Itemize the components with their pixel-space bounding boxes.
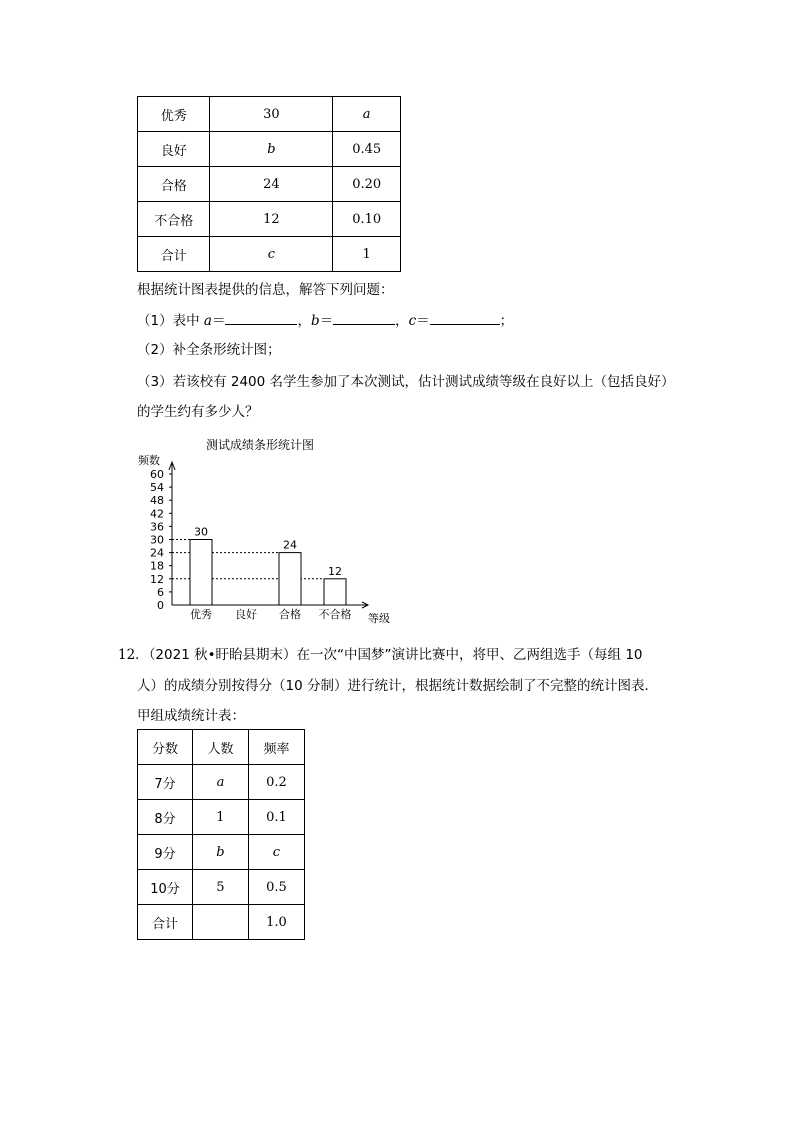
count-cell: b [193,835,249,870]
q11-part1 [137,310,513,331]
category-label: 合格 [279,608,301,621]
answer-blank-a[interactable] [225,310,297,325]
score-cell: 9分 [138,835,193,870]
q11-part3-line2: 的学生约有多少人？ [137,404,259,420]
y-tick-label: 12 [150,572,164,586]
table-row [138,202,401,237]
category-label: 优秀 [190,608,212,621]
grade-cell: 合格 [138,167,210,202]
q12-line2: 人）的成绩分别按得分（10 分制）进行统计，根据统计数据绘制了不完整的统计图表． [137,678,658,694]
score-cell: 8分 [138,800,193,835]
answer-blank-b[interactable] [333,310,395,325]
score-cell: 合计 [138,905,193,940]
y-tick-label: 18 [150,559,164,573]
count-cell: b [210,132,333,167]
frequency-cell: a [333,97,401,132]
frequency-cell: 0.5 [248,870,304,905]
equals-sign: ＝ [319,313,334,329]
var-c: c [408,313,417,329]
count-cell: 30 [210,97,333,132]
table-row [138,237,401,272]
q12-line3: 甲组成绩统计表： [137,708,245,724]
count-cell: 12 [210,202,333,237]
count-cell: 5 [193,870,249,905]
bar-value-label: 12 [328,564,342,578]
count-cell [193,905,249,940]
grade-frequency-table [137,96,401,272]
semicolon: ； [499,313,514,329]
category-label: 良好 [235,608,257,621]
q11-part3-line1: （3）若该校有 2400 名学生参加了本次测试，估计测试成绩等级在良好以上（包括良好） [137,374,675,390]
grade-cell: 合计 [138,237,210,272]
q12-line1-text: （2021 秋•盱眙县期末）在一次“中国梦”演讲比赛中，将甲、乙两组选手（每组 10 [148,647,643,663]
table-row [138,97,401,132]
header-frequency: 频率 [248,730,304,765]
y-tick-label: 24 [150,546,164,560]
count-cell: 1 [193,800,249,835]
q12-number: 12． [118,647,149,663]
table-row [138,835,305,870]
frequency-cell: 0.1 [248,800,304,835]
y-tick-label: 36 [150,520,164,534]
table-row [138,765,305,800]
frequency-cell: 0.20 [333,167,401,202]
y-tick-label: 6 [157,585,164,599]
chart-x-axis-label: 等级 [368,612,390,625]
table-row [138,870,305,905]
frequency-cell: 0.45 [333,132,401,167]
bar [190,540,212,606]
y-tick-label: 0 [157,599,164,612]
group-a-score-table [137,729,305,940]
header-count: 人数 [193,730,249,765]
answer-blank-c[interactable] [430,310,500,325]
q11-intro: 根据统计图表提供的信息，解答下列问题： [137,282,394,298]
table-row [138,800,305,835]
grade-cell: 不合格 [138,202,210,237]
chart-y-axis-label: 频数 [138,454,160,467]
grade-cell: 优秀 [138,97,210,132]
frequency-cell: 1 [333,237,401,272]
bar-chart [130,432,410,627]
equals-sign: ＝ [416,313,430,329]
bar [324,579,346,605]
comma: ， [395,313,409,329]
table-row [138,905,305,940]
table-row [138,167,401,202]
frequency-cell: 0.2 [248,765,304,800]
category-label: 不合格 [318,608,352,621]
comma: ， [297,313,311,329]
frequency-cell: 1.0 [248,905,304,940]
table-row [138,132,401,167]
q12-line1 [118,645,643,665]
bar [279,553,301,605]
y-tick-label: 30 [150,533,164,547]
bar-value-label: 30 [194,525,208,539]
y-tick-label: 42 [150,507,164,521]
bar-value-label: 24 [283,538,297,552]
y-tick-label: 48 [150,494,164,508]
q11-part2: （2）补全条形统计图； [137,342,281,358]
count-cell: c [210,237,333,272]
header-score: 分数 [138,730,193,765]
count-cell: 24 [210,167,333,202]
score-cell: 7分 [138,765,193,800]
equals-sign: ＝ [211,313,226,329]
chart-title: 测试成绩条形统计图 [205,438,315,452]
frequency-cell: 0.10 [333,202,401,237]
q11-part1-prefix: （1）表中 [137,313,204,329]
y-tick-label: 54 [150,481,164,495]
y-tick-label: 60 [150,468,164,481]
count-cell: a [193,765,249,800]
score-cell: 10分 [138,870,193,905]
grade-cell: 良好 [138,132,210,167]
var-b: b [310,313,320,329]
var-a: a [203,313,212,329]
frequency-cell: c [248,835,304,870]
